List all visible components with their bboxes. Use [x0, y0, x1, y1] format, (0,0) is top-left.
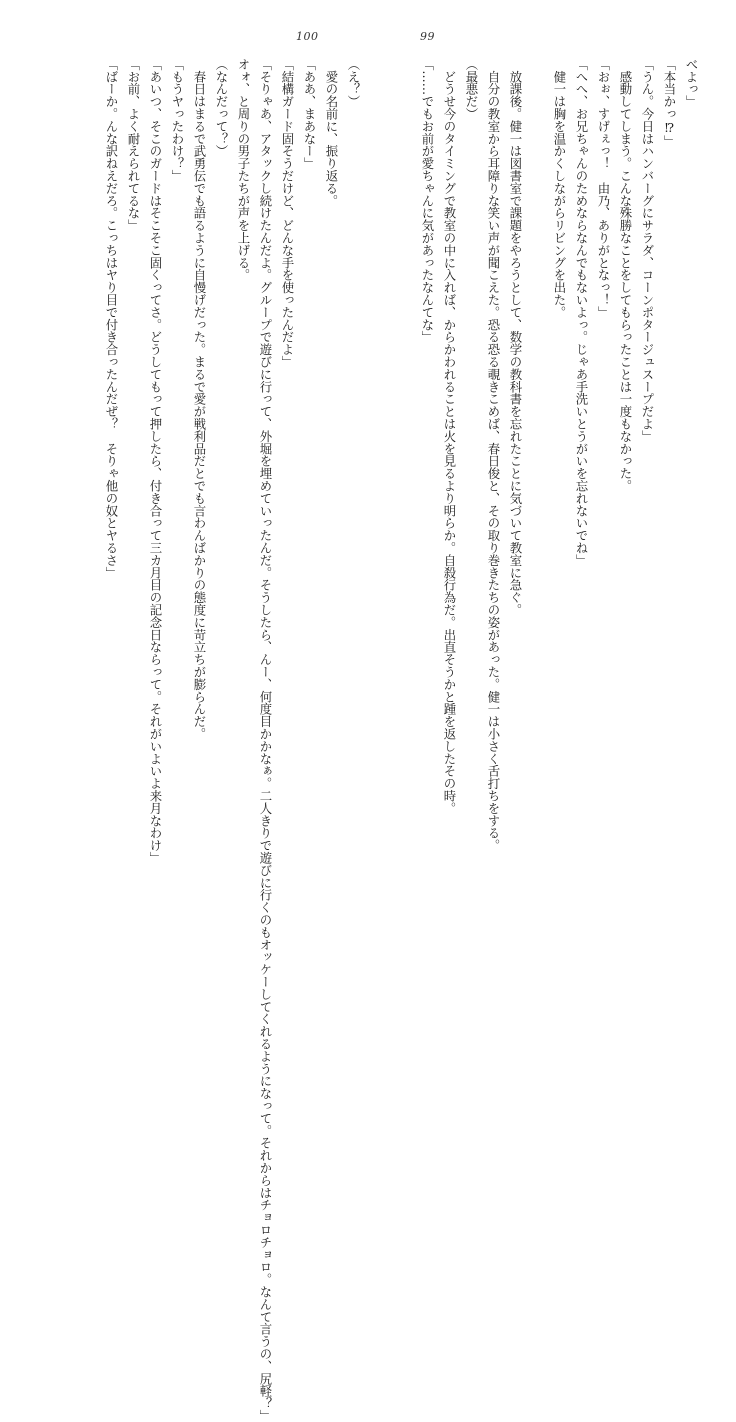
page-number-right: 99 — [420, 30, 435, 43]
text-line: べよっ」 — [684, 58, 699, 108]
text-line: 「本当かっ⁉」 — [662, 58, 677, 148]
text-line: 感動してしまう。こんな殊勝なことをしてもらったことは一度もなかった。 — [618, 58, 633, 492]
left-page-text — [68, 58, 364, 1422]
text-line: （なんだって？） — [214, 58, 229, 158]
text-line: （最悪だ） — [464, 58, 479, 120]
left-page — [68, 58, 364, 1422]
text-line: オォ、と周りの男子たちが声を上げる。 — [236, 58, 251, 282]
right-page-text — [394, 58, 702, 852]
right-page — [394, 58, 702, 852]
text-line: 愛の名前に、振り返る。 — [324, 58, 339, 207]
page-number-left: 100 — [296, 30, 319, 43]
blank-line — [526, 58, 548, 510]
text-line: 「結構ガード固そうだけど、どんな手を使ったんだよ」 — [280, 58, 295, 368]
text-line: 自分の教室から耳障りな笑い声が聞こえた。恐る恐る覗きこめば、春日俊と、その取り巻きたちの姿があった。健一は小さく舌打ちをする。 — [486, 58, 501, 852]
text-line: どうせ今のタイミングで教室の中に入れば、からかわれることは火を見るより明らか。自殺行為だ。出直そうかと踵を返したその時。 — [442, 58, 457, 815]
text-line: （え？） — [346, 58, 361, 108]
text-line: 「お前、よく耐えられてるな」 — [126, 58, 141, 232]
text-line: 健一は胸を温かくしながらリビングを出た。 — [552, 58, 567, 319]
text-line: 「……でもお前が愛ちゃんに気があったなんてな」 — [420, 58, 435, 344]
text-line: 「うん。今日はハンバーグにサラダ、コーンポタージュスープだよ」 — [640, 58, 655, 443]
text-line: 「おぉ、すげぇっ！ 由乃、ありがとなっ！」 — [596, 58, 611, 319]
text-line: 「へへ、お兄ちゃんのためならなんでもないよっ。じゃあ手洗いとうがいを忘れないでね」 — [574, 58, 589, 567]
text-line: 「そりゃあ、アタックし続けたんだよ。グループで遊びに行って、外堀を埋めていったんだ。そうしたら、んー、何度目かかなぁ。二人きりで遊びに行くのもオッケーしてくれるようになって。それからはチョロチョロ。なんて言うの、尻軽？」 — [258, 58, 273, 1422]
text-line: 放課後。健一は図書室で課題をやろうとして、数学の教科書を忘れたことに気づいて教室に急ぐ。 — [508, 58, 523, 616]
text-line: 春日はまるで武勇伝でも語るように自慢げだった。まるで愛が戦利品だとでも言わんばかりの態度に苛立ちが膨らんだ。 — [192, 58, 207, 740]
text-line: 「あいつ、そこのガードはそこそこ固くってさ。どうしてもって押したら、付き合って三カ月目の記念日ならって。それがいよいよ来月なわけ」 — [148, 58, 163, 864]
text-line: 「ああ、まあなー」 — [302, 58, 317, 170]
text-line: 「ばーか。んな訳ねえだろ。こっちはヤり目で付き合ったんだぜ？ そりゃ他の奴とヤるさ」 — [104, 58, 119, 579]
text-line: 「もうヤったわけ？」 — [170, 58, 185, 182]
